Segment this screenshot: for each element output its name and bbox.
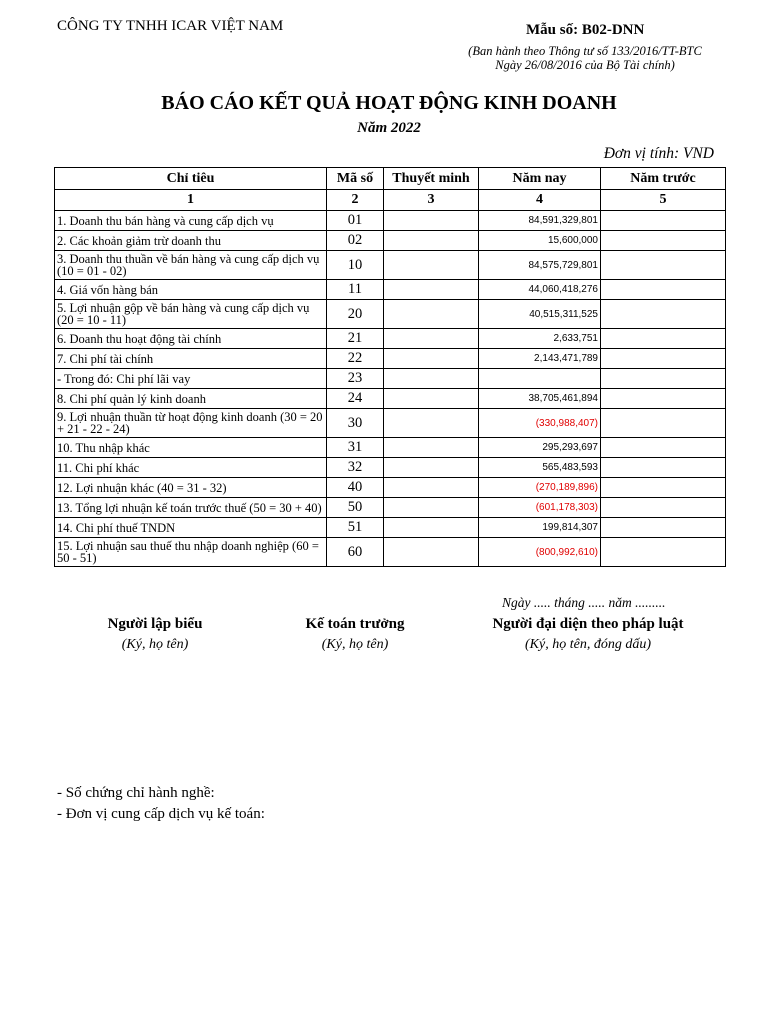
row-code: 24 <box>327 389 384 409</box>
row-note <box>384 349 479 369</box>
index-2: 2 <box>327 190 384 211</box>
row-indicator: 11. Chi phí khác <box>55 458 327 478</box>
row-previous-value <box>601 211 726 231</box>
row-previous-value <box>601 251 726 280</box>
row-current-value: (330,988,407) <box>479 409 601 438</box>
row-current-value: 15,600,000 <box>479 231 601 251</box>
row-code: 22 <box>327 349 384 369</box>
row-indicator: - Trong đó: Chi phí lãi vay <box>55 369 327 389</box>
index-5: 5 <box>601 190 726 211</box>
row-previous-value <box>601 478 726 498</box>
table-row <box>55 369 726 389</box>
header-current-year: Năm nay <box>479 168 601 190</box>
table-index-row <box>55 190 726 211</box>
table-row <box>55 280 726 300</box>
row-indicator: 15. Lợi nhuận sau thuế thu nhập doanh nghiệp (60 = 50 - 51) <box>55 538 327 567</box>
practice-certificate-line: - Số chứng chỉ hành nghề: <box>57 785 215 801</box>
row-code: 20 <box>327 300 384 329</box>
row-note <box>384 458 479 478</box>
index-3: 3 <box>384 190 479 211</box>
row-note <box>384 438 479 458</box>
table-body <box>55 211 726 567</box>
table-row <box>55 300 726 329</box>
table-row <box>55 251 726 280</box>
row-code: 51 <box>327 518 384 538</box>
table-row <box>55 211 726 231</box>
row-code: 21 <box>327 329 384 349</box>
row-note <box>384 329 479 349</box>
row-previous-value <box>601 409 726 438</box>
row-indicator: 12. Lợi nhuận khác (40 = 31 - 32) <box>55 478 327 498</box>
row-indicator: 3. Doanh thu thuần về bán hàng và cung cấp dịch vụ (10 = 01 - 02) <box>55 251 327 280</box>
row-current-value: 44,060,418,276 <box>479 280 601 300</box>
row-note <box>384 498 479 518</box>
currency-unit: Đơn vị tính: VND <box>603 145 714 162</box>
sign-date-line: Ngày ..... tháng ..... năm ......... <box>502 595 666 610</box>
row-note <box>384 251 479 280</box>
row-current-value: 199,814,307 <box>479 518 601 538</box>
row-note <box>384 409 479 438</box>
row-indicator: 9. Lợi nhuận thuần từ hoạt động kinh doanh (30 = 20 + 21 - 22 - 24) <box>55 409 327 438</box>
chief-accountant-title: Kế toán trưởng <box>305 616 405 632</box>
row-code: 10 <box>327 251 384 280</box>
row-current-value: (800,992,610) <box>479 538 601 567</box>
report-year: Năm 2022 <box>357 120 421 136</box>
row-indicator: 7. Chi phí tài chính <box>55 349 327 369</box>
row-note <box>384 538 479 567</box>
row-current-value <box>479 369 601 389</box>
circular-line-1: (Ban hành theo Thông tư số 133/2016/TT-BTC <box>468 44 702 58</box>
row-code: 60 <box>327 538 384 567</box>
table-row <box>55 458 726 478</box>
table-row <box>55 329 726 349</box>
header-previous-year: Năm trước <box>601 168 726 190</box>
row-code: 02 <box>327 231 384 251</box>
row-previous-value <box>601 389 726 409</box>
row-previous-value <box>601 538 726 567</box>
table-header-row <box>55 168 726 190</box>
preparer-sign-note: (Ký, họ tên) <box>121 637 189 652</box>
row-current-value: 2,143,471,789 <box>479 349 601 369</box>
row-indicator: 5. Lợi nhuận gộp về bán hàng và cung cấp dịch vụ (20 = 10 - 11) <box>55 300 327 329</box>
table-row <box>55 389 726 409</box>
row-indicator: 8. Chi phí quản lý kinh doanh <box>55 389 327 409</box>
preparer-title: Người lập biểu <box>107 616 203 632</box>
income-statement-table <box>54 167 726 567</box>
row-previous-value <box>601 329 726 349</box>
circular-line-2: Ngày 26/08/2016 của Bộ Tài chính) <box>495 58 675 72</box>
row-code: 11 <box>327 280 384 300</box>
row-indicator: 14. Chi phí thuế TNDN <box>55 518 327 538</box>
header-note: Thuyết minh <box>384 168 479 190</box>
row-indicator: 10. Thu nhập khác <box>55 438 327 458</box>
row-note <box>384 478 479 498</box>
table-row <box>55 349 726 369</box>
row-indicator: 2. Các khoản giảm trừ doanh thu <box>55 231 327 251</box>
row-current-value: 38,705,461,894 <box>479 389 601 409</box>
row-note <box>384 518 479 538</box>
row-indicator: 6. Doanh thu hoạt động tài chính <box>55 329 327 349</box>
row-current-value: 84,591,329,801 <box>479 211 601 231</box>
row-code: 23 <box>327 369 384 389</box>
row-previous-value <box>601 300 726 329</box>
header-code: Mã số <box>327 168 384 190</box>
header-indicator: Chỉ tiêu <box>55 168 327 190</box>
row-previous-value <box>601 349 726 369</box>
circular-reference <box>440 44 730 72</box>
row-current-value: (601,178,303) <box>479 498 601 518</box>
table-row <box>55 231 726 251</box>
row-note <box>384 300 479 329</box>
table-row <box>55 409 726 438</box>
table-row <box>55 478 726 498</box>
legal-representative-title: Người đại diện theo pháp luật <box>492 616 684 632</box>
row-indicator: 4. Giá vốn hàng bán <box>55 280 327 300</box>
accounting-service-provider-line: - Đơn vị cung cấp dịch vụ kế toán: <box>57 806 265 822</box>
row-indicator: 13. Tổng lợi nhuận kế toán trước thuế (50 = 30 + 40) <box>55 498 327 518</box>
row-current-value: 565,483,593 <box>479 458 601 478</box>
table-row <box>55 498 726 518</box>
row-previous-value <box>601 280 726 300</box>
row-previous-value <box>601 438 726 458</box>
row-previous-value <box>601 369 726 389</box>
row-indicator: 1. Doanh thu bán hàng và cung cấp dịch vụ <box>55 211 327 231</box>
row-previous-value <box>601 518 726 538</box>
table-row <box>55 438 726 458</box>
row-note <box>384 280 479 300</box>
row-code: 31 <box>327 438 384 458</box>
chief-accountant-sign-note: (Ký, họ tên) <box>321 637 389 652</box>
row-note <box>384 389 479 409</box>
report-title: BÁO CÁO KẾT QUẢ HOẠT ĐỘNG KINH DOANH <box>161 92 617 114</box>
row-current-value: 84,575,729,801 <box>479 251 601 280</box>
row-code: 30 <box>327 409 384 438</box>
legal-representative-sign-note: (Ký, họ tên, đóng dấu) <box>525 637 651 652</box>
row-previous-value <box>601 498 726 518</box>
row-code: 50 <box>327 498 384 518</box>
row-code: 32 <box>327 458 384 478</box>
form-number: Mẫu số: B02-DNN <box>526 22 645 38</box>
index-4: 4 <box>479 190 601 211</box>
row-note <box>384 231 479 251</box>
row-previous-value <box>601 231 726 251</box>
table-row <box>55 518 726 538</box>
row-current-value: 295,293,697 <box>479 438 601 458</box>
row-code: 01 <box>327 211 384 231</box>
row-current-value: 40,515,311,525 <box>479 300 601 329</box>
row-current-value: (270,189,896) <box>479 478 601 498</box>
company-name: CÔNG TY TNHH ICAR VIỆT NAM <box>57 18 284 34</box>
row-code: 40 <box>327 478 384 498</box>
row-note <box>384 211 479 231</box>
table-row <box>55 538 726 567</box>
row-note <box>384 369 479 389</box>
index-1: 1 <box>55 190 327 211</box>
row-previous-value <box>601 458 726 478</box>
row-current-value: 2,633,751 <box>479 329 601 349</box>
